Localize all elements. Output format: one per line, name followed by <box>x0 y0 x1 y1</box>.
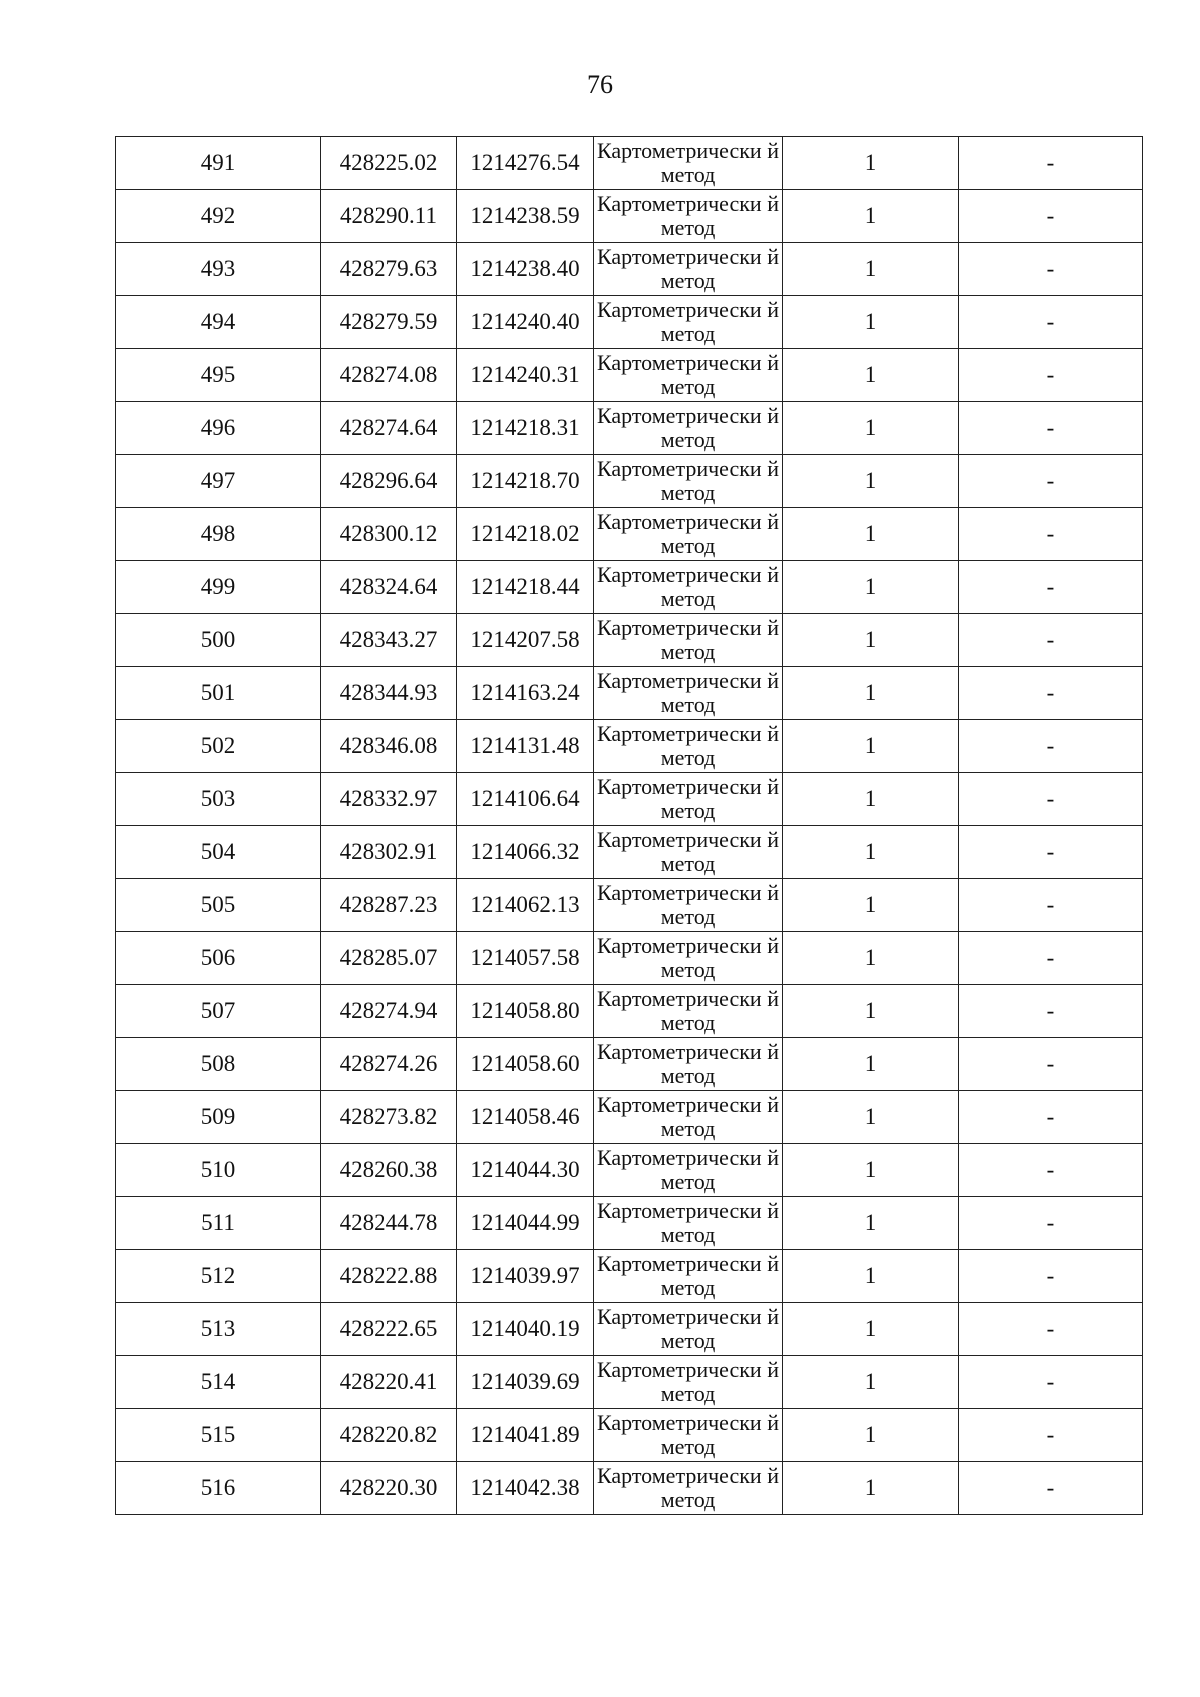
method-cell: Картометрически й метод <box>594 455 783 508</box>
table-row <box>116 614 1143 667</box>
table-row <box>116 561 1143 614</box>
method-cell: Картометрически й метод <box>594 1197 783 1250</box>
point-number-cell: 495 <box>116 349 321 402</box>
x-coordinate-cell: 428287.23 <box>321 879 457 932</box>
point-number-cell: 504 <box>116 826 321 879</box>
table-row <box>116 137 1143 190</box>
method-cell: Картометрически й метод <box>594 985 783 1038</box>
y-coordinate-cell: 1214044.99 <box>457 1197 594 1250</box>
method-cell: Картометрически й метод <box>594 932 783 985</box>
x-coordinate-cell: 428324.64 <box>321 561 457 614</box>
note-cell: - <box>959 349 1143 402</box>
x-coordinate-cell: 428274.94 <box>321 985 457 1038</box>
table-body <box>116 137 1143 1515</box>
y-coordinate-cell: 1214039.97 <box>457 1250 594 1303</box>
note-cell: - <box>959 402 1143 455</box>
y-coordinate-cell: 1214058.80 <box>457 985 594 1038</box>
point-number-cell: 494 <box>116 296 321 349</box>
method-cell: Картометрически й метод <box>594 879 783 932</box>
note-cell: - <box>959 667 1143 720</box>
point-number-cell: 507 <box>116 985 321 1038</box>
x-coordinate-cell: 428343.27 <box>321 614 457 667</box>
accuracy-cell: 1 <box>783 1197 959 1250</box>
point-number-cell: 497 <box>116 455 321 508</box>
coordinates-table <box>115 136 1143 1515</box>
point-number-cell: 516 <box>116 1462 321 1515</box>
y-coordinate-cell: 1214238.59 <box>457 190 594 243</box>
accuracy-cell: 1 <box>783 243 959 296</box>
accuracy-cell: 1 <box>783 402 959 455</box>
y-coordinate-cell: 1214041.89 <box>457 1409 594 1462</box>
table-row <box>116 1462 1143 1515</box>
method-cell: Картометрически й метод <box>594 402 783 455</box>
accuracy-cell: 1 <box>783 561 959 614</box>
accuracy-cell: 1 <box>783 614 959 667</box>
table-row <box>116 296 1143 349</box>
note-cell: - <box>959 614 1143 667</box>
table-row <box>116 1409 1143 1462</box>
note-cell: - <box>959 985 1143 1038</box>
x-coordinate-cell: 428302.91 <box>321 826 457 879</box>
y-coordinate-cell: 1214240.31 <box>457 349 594 402</box>
note-cell: - <box>959 1197 1143 1250</box>
y-coordinate-cell: 1214058.46 <box>457 1091 594 1144</box>
table-row <box>116 773 1143 826</box>
note-cell: - <box>959 296 1143 349</box>
x-coordinate-cell: 428274.26 <box>321 1038 457 1091</box>
y-coordinate-cell: 1214240.40 <box>457 296 594 349</box>
y-coordinate-cell: 1214106.64 <box>457 773 594 826</box>
note-cell: - <box>959 1144 1143 1197</box>
method-cell: Картометрически й метод <box>594 1303 783 1356</box>
accuracy-cell: 1 <box>783 455 959 508</box>
note-cell: - <box>959 1250 1143 1303</box>
x-coordinate-cell: 428346.08 <box>321 720 457 773</box>
accuracy-cell: 1 <box>783 879 959 932</box>
table-row <box>116 508 1143 561</box>
note-cell: - <box>959 1409 1143 1462</box>
point-number-cell: 498 <box>116 508 321 561</box>
method-cell: Картометрически й метод <box>594 720 783 773</box>
page-number: 76 <box>587 70 613 99</box>
point-number-cell: 514 <box>116 1356 321 1409</box>
x-coordinate-cell: 428285.07 <box>321 932 457 985</box>
method-cell: Картометрически й метод <box>594 826 783 879</box>
x-coordinate-cell: 428222.88 <box>321 1250 457 1303</box>
note-cell: - <box>959 137 1143 190</box>
method-cell: Картометрически й метод <box>594 296 783 349</box>
y-coordinate-cell: 1214058.60 <box>457 1038 594 1091</box>
note-cell: - <box>959 1303 1143 1356</box>
y-coordinate-cell: 1214207.58 <box>457 614 594 667</box>
point-number-cell: 505 <box>116 879 321 932</box>
x-coordinate-cell: 428300.12 <box>321 508 457 561</box>
table-row <box>116 190 1143 243</box>
method-cell: Картометрически й метод <box>594 667 783 720</box>
note-cell: - <box>959 1091 1143 1144</box>
method-cell: Картометрически й метод <box>594 1409 783 1462</box>
method-cell: Картометрически й метод <box>594 1250 783 1303</box>
accuracy-cell: 1 <box>783 1144 959 1197</box>
point-number-cell: 503 <box>116 773 321 826</box>
accuracy-cell: 1 <box>783 1303 959 1356</box>
method-cell: Картометрически й метод <box>594 614 783 667</box>
note-cell: - <box>959 190 1143 243</box>
point-number-cell: 501 <box>116 667 321 720</box>
point-number-cell: 509 <box>116 1091 321 1144</box>
accuracy-cell: 1 <box>783 985 959 1038</box>
note-cell: - <box>959 879 1143 932</box>
y-coordinate-cell: 1214040.19 <box>457 1303 594 1356</box>
table-row <box>116 720 1143 773</box>
point-number-cell: 491 <box>116 137 321 190</box>
x-coordinate-cell: 428290.11 <box>321 190 457 243</box>
y-coordinate-cell: 1214276.54 <box>457 137 594 190</box>
method-cell: Картометрически й метод <box>594 561 783 614</box>
accuracy-cell: 1 <box>783 190 959 243</box>
accuracy-cell: 1 <box>783 1250 959 1303</box>
y-coordinate-cell: 1214163.24 <box>457 667 594 720</box>
accuracy-cell: 1 <box>783 773 959 826</box>
point-number-cell: 493 <box>116 243 321 296</box>
x-coordinate-cell: 428220.30 <box>321 1462 457 1515</box>
table-row <box>116 932 1143 985</box>
x-coordinate-cell: 428244.78 <box>321 1197 457 1250</box>
y-coordinate-cell: 1214057.58 <box>457 932 594 985</box>
accuracy-cell: 1 <box>783 826 959 879</box>
method-cell: Картометрически й метод <box>594 1144 783 1197</box>
accuracy-cell: 1 <box>783 1038 959 1091</box>
table-row <box>116 1197 1143 1250</box>
accuracy-cell: 1 <box>783 296 959 349</box>
note-cell: - <box>959 720 1143 773</box>
note-cell: - <box>959 508 1143 561</box>
y-coordinate-cell: 1214238.40 <box>457 243 594 296</box>
table-row <box>116 402 1143 455</box>
point-number-cell: 496 <box>116 402 321 455</box>
method-cell: Картометрически й метод <box>594 773 783 826</box>
method-cell: Картометрически й метод <box>594 508 783 561</box>
x-coordinate-cell: 428296.64 <box>321 455 457 508</box>
table-row <box>116 243 1143 296</box>
x-coordinate-cell: 428225.02 <box>321 137 457 190</box>
accuracy-cell: 1 <box>783 349 959 402</box>
x-coordinate-cell: 428279.63 <box>321 243 457 296</box>
x-coordinate-cell: 428220.82 <box>321 1409 457 1462</box>
note-cell: - <box>959 455 1143 508</box>
point-number-cell: 508 <box>116 1038 321 1091</box>
y-coordinate-cell: 1214044.30 <box>457 1144 594 1197</box>
y-coordinate-cell: 1214062.13 <box>457 879 594 932</box>
y-coordinate-cell: 1214218.44 <box>457 561 594 614</box>
note-cell: - <box>959 932 1143 985</box>
note-cell: - <box>959 773 1143 826</box>
table-row <box>116 1144 1143 1197</box>
table-row <box>116 1356 1143 1409</box>
note-cell: - <box>959 1356 1143 1409</box>
note-cell: - <box>959 561 1143 614</box>
x-coordinate-cell: 428273.82 <box>321 1091 457 1144</box>
accuracy-cell: 1 <box>783 1409 959 1462</box>
point-number-cell: 502 <box>116 720 321 773</box>
x-coordinate-cell: 428274.64 <box>321 402 457 455</box>
method-cell: Картометрически й метод <box>594 243 783 296</box>
accuracy-cell: 1 <box>783 932 959 985</box>
table-row <box>116 826 1143 879</box>
y-coordinate-cell: 1214218.70 <box>457 455 594 508</box>
table-row <box>116 1091 1143 1144</box>
table-row <box>116 667 1143 720</box>
x-coordinate-cell: 428344.93 <box>321 667 457 720</box>
y-coordinate-cell: 1214066.32 <box>457 826 594 879</box>
y-coordinate-cell: 1214042.38 <box>457 1462 594 1515</box>
y-coordinate-cell: 1214039.69 <box>457 1356 594 1409</box>
table-row <box>116 985 1143 1038</box>
point-number-cell: 506 <box>116 932 321 985</box>
table-row <box>116 1250 1143 1303</box>
table-row <box>116 1303 1143 1356</box>
point-number-cell: 492 <box>116 190 321 243</box>
point-number-cell: 511 <box>116 1197 321 1250</box>
accuracy-cell: 1 <box>783 720 959 773</box>
method-cell: Картометрически й метод <box>594 137 783 190</box>
accuracy-cell: 1 <box>783 137 959 190</box>
point-number-cell: 515 <box>116 1409 321 1462</box>
method-cell: Картометрически й метод <box>594 1356 783 1409</box>
table-row <box>116 349 1143 402</box>
accuracy-cell: 1 <box>783 1356 959 1409</box>
y-coordinate-cell: 1214218.31 <box>457 402 594 455</box>
method-cell: Картометрически й метод <box>594 190 783 243</box>
accuracy-cell: 1 <box>783 1462 959 1515</box>
x-coordinate-cell: 428279.59 <box>321 296 457 349</box>
point-number-cell: 512 <box>116 1250 321 1303</box>
x-coordinate-cell: 428220.41 <box>321 1356 457 1409</box>
table-row <box>116 1038 1143 1091</box>
x-coordinate-cell: 428332.97 <box>321 773 457 826</box>
x-coordinate-cell: 428274.08 <box>321 349 457 402</box>
table-row <box>116 455 1143 508</box>
method-cell: Картометрически й метод <box>594 349 783 402</box>
note-cell: - <box>959 1038 1143 1091</box>
accuracy-cell: 1 <box>783 508 959 561</box>
point-number-cell: 510 <box>116 1144 321 1197</box>
accuracy-cell: 1 <box>783 1091 959 1144</box>
y-coordinate-cell: 1214131.48 <box>457 720 594 773</box>
point-number-cell: 513 <box>116 1303 321 1356</box>
x-coordinate-cell: 428222.65 <box>321 1303 457 1356</box>
note-cell: - <box>959 826 1143 879</box>
method-cell: Картометрически й метод <box>594 1462 783 1515</box>
method-cell: Картометрически й метод <box>594 1091 783 1144</box>
accuracy-cell: 1 <box>783 667 959 720</box>
y-coordinate-cell: 1214218.02 <box>457 508 594 561</box>
table-row <box>116 879 1143 932</box>
note-cell: - <box>959 1462 1143 1515</box>
point-number-cell: 500 <box>116 614 321 667</box>
point-number-cell: 499 <box>116 561 321 614</box>
x-coordinate-cell: 428260.38 <box>321 1144 457 1197</box>
note-cell: - <box>959 243 1143 296</box>
method-cell: Картометрически й метод <box>594 1038 783 1091</box>
